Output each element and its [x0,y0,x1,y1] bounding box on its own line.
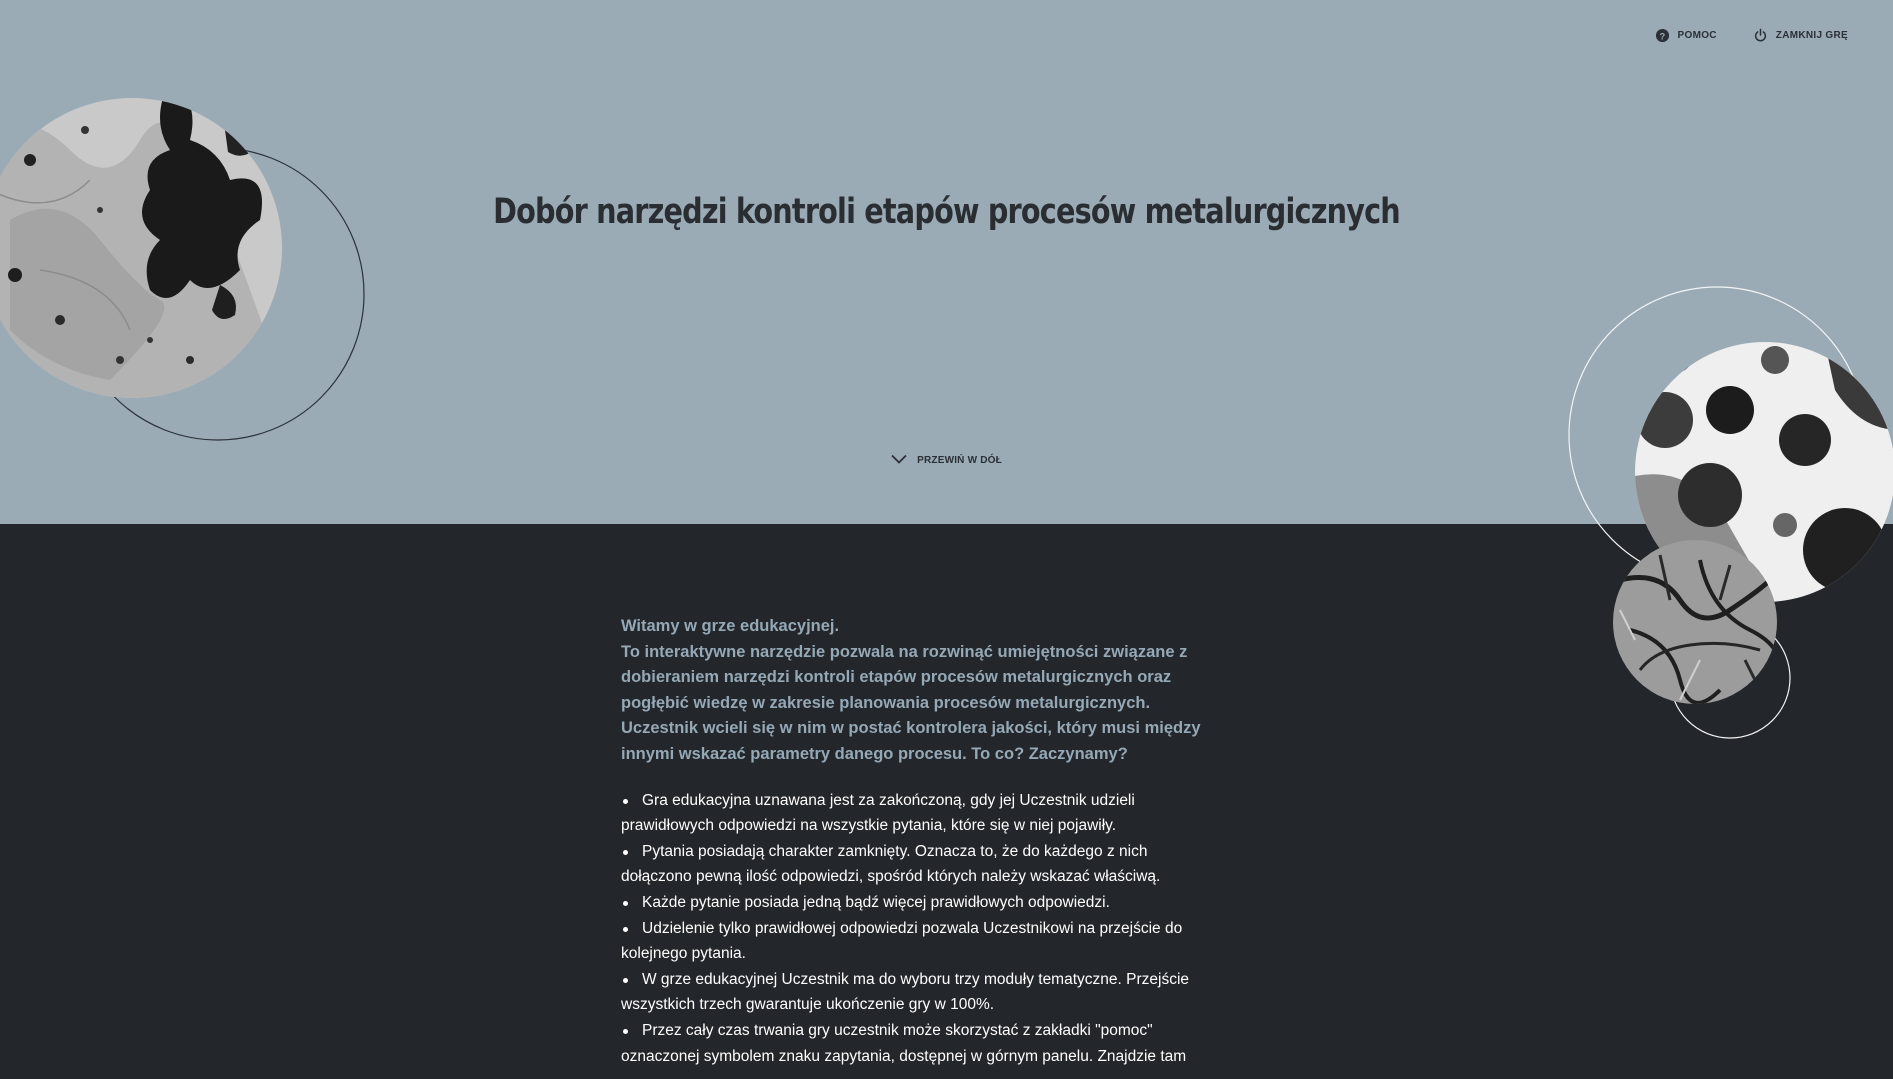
svg-text:?: ? [1659,31,1666,42]
list-item: Przez cały czas trwania gry uczestnik może skorzystać z zakładki "pomoc" oznaczonej symbolem znaku zapytania, dostępnej w górnym panelu. Znajdzie tam [621,1018,1211,1069]
intro-line: Uczestnik wcieli się w nim w postać kontrolera jakości, który musi między innymi wskazać parametry danego procesu. To co? Zaczynamy? [621,719,1201,763]
intro-content [621,614,1211,1069]
chevron-down-icon [891,454,907,467]
microstructure-image-left [0,70,370,450]
list-item: W grze edukacyjnej Uczestnik ma do wyboru trzy moduły tematyczne. Przejście wszystkich trzech gwarantuje ukończenie gry w 100%. [621,967,1211,1018]
list-item: Udzielenie tylko prawidłowej odpowiedzi pozwala Uczestnikowi na przejście do kolejnego pytania. [621,916,1211,967]
question-circle-icon [1655,28,1670,43]
list-item: Każde pytanie posiada jedną bądź więcej prawidłowych odpowiedzi. [621,890,1211,916]
microstructure-image-right [1560,280,1893,750]
list-item: Pytania posiadają charakter zamknięty. Oznacza to, że do każdego z nich dołączono pewną ilość odpowiedzi, spośród których należy wskazać właściwą. [621,839,1211,890]
close-game-button[interactable] [1753,28,1848,43]
power-icon [1753,28,1768,43]
list-item: Gra edukacyjna uznawana jest za zakończoną, gdy jej Uczestnik udzieli prawidłowych odpowiedzi na wszystkie pytania, które się w niej pojawiły. [621,788,1211,839]
rules-list [621,788,1211,1070]
help-label: POMOC [1677,30,1717,41]
close-game-label: ZAMKNIJ GRĘ [1775,30,1848,41]
intro-line: To interaktywne narzędzie pozwala na rozwinąć umiejętności związane z dobieraniem narzędzi kontroli etapów procesów metalurgicznych oraz pogłębić wiedzę w zakresie planowania procesów metalurgicznych. [621,642,1188,712]
page-title: Dobór narzędzi kontroli etapów procesów metalurgicznych [493,192,1400,232]
top-nav [1655,28,1848,43]
help-button[interactable] [1655,28,1717,43]
intro-line: Witamy w grze edukacyjnej. [621,617,840,635]
scroll-down-label: PRZEWIŃ W DÓŁ [917,455,1002,466]
intro-text [621,614,1211,768]
